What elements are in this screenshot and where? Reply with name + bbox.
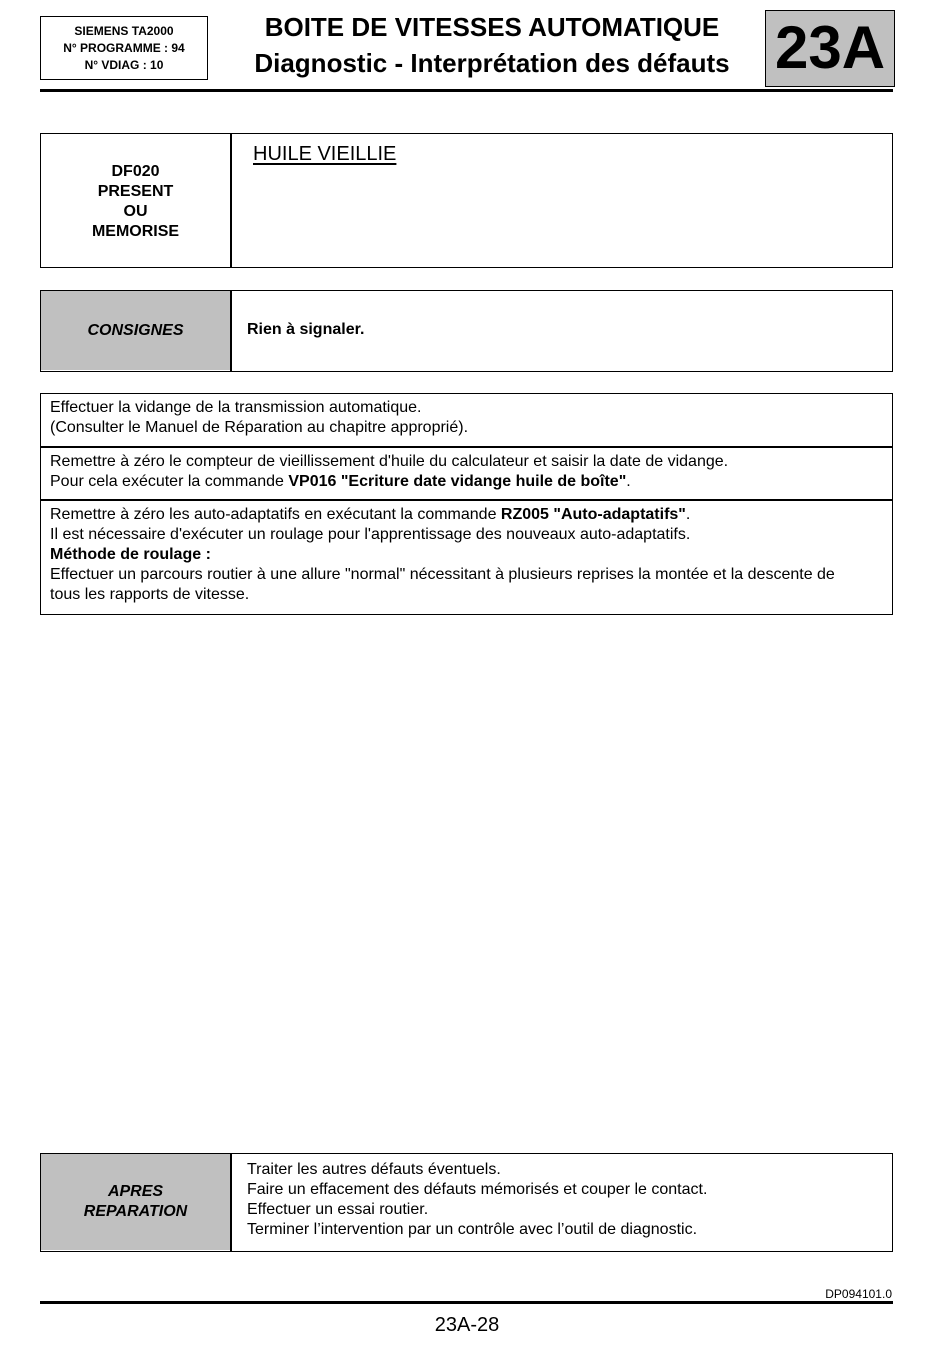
method-line-2: tous les rapports de vitesse. (50, 586, 250, 603)
after-repair-label-line-1: APRES (107, 1183, 164, 1200)
step-reset-adaptives (50, 505, 885, 605)
command-vp016: VP016 "Ecriture date vidange huile de boîte" (288, 473, 627, 490)
command-suffix: . (685, 506, 691, 523)
step-reset-counter-line-2 (50, 472, 885, 492)
ecu-info-box (40, 16, 208, 80)
fault-title: HUILE VIEILLIE (253, 143, 397, 165)
fault-code: DF020 (111, 162, 160, 180)
page-title (222, 10, 762, 80)
command-prefix: Remettre à zéro les auto-adaptatifs en exécutant la commande (50, 506, 501, 523)
after-repair-label-line-2: REPARATION (83, 1203, 188, 1220)
after-repair-line: Faire un effacement des défauts mémorisés et couper le contact. (247, 1181, 708, 1198)
document-code: DP094101.0 (825, 1287, 892, 1301)
after-repair-line: Terminer l’intervention par un contrôle avec l’outil de diagnostic. (247, 1221, 698, 1238)
step-reset-counter (50, 452, 885, 492)
ecu-name: SIEMENS TA2000 (74, 23, 174, 38)
command-prefix: Pour cela exécuter la commande (50, 473, 289, 490)
step-drain-line-2: (Consulter le Manuel de Réparation au chapitre approprié). (50, 419, 469, 436)
footer-rule (40, 1301, 893, 1304)
step-reset-adaptives-line-2: Il est nécessaire d'exécuter un roulage pour l'apprentissage des nouveaux auto-adaptatifs. (50, 526, 691, 543)
step-divider-2 (40, 499, 893, 501)
step-divider-1 (40, 446, 893, 448)
consignes-divider (230, 290, 232, 372)
fault-state-or: OU (123, 202, 148, 220)
step-reset-adaptives-line-1 (50, 505, 885, 525)
fault-status (40, 133, 231, 268)
fault-state-memorised: MEMORISE (91, 222, 180, 240)
program-number: N° PROGRAMME : 94 (63, 40, 185, 55)
step-drain-line-1: Effectuer la vidange de la transmission automatique. (50, 399, 422, 416)
after-repair-label (41, 1154, 230, 1250)
step-reset-counter-line-1: Remettre à zéro le compteur de vieillissement d'huile du calculateur et saisir la date de vidange. (50, 453, 729, 470)
section-badge: 23A (765, 10, 895, 87)
fault-state-present: PRESENT (97, 182, 174, 200)
consignes-label: CONSIGNES (41, 291, 230, 370)
after-repair-line: Effectuer un essai routier. (247, 1201, 429, 1218)
method-label (50, 545, 885, 565)
header-rule (40, 89, 893, 92)
after-repair-line: Traiter les autres défauts éventuels. (247, 1161, 501, 1178)
command-suffix: . (626, 473, 631, 490)
command-rz005: RZ005 "Auto-adaptatifs" (500, 506, 686, 523)
title-line-2: Diagnostic - Interprétation des défauts (254, 48, 730, 78)
page-number: 23A-28 (434, 1314, 500, 1336)
title-line-1: BOITE DE VITESSES AUTOMATIQUE (264, 12, 720, 42)
after-repair-instructions (247, 1160, 707, 1240)
method-label-text: Méthode de roulage : (50, 546, 211, 563)
after-repair-divider (230, 1153, 232, 1252)
step-drain (50, 398, 885, 438)
vdiag-number: N° VDIAG : 10 (84, 57, 164, 72)
consignes-text: Rien à signaler. (247, 321, 365, 338)
method-line-1: Effectuer un parcours routier à une allure "normal" nécessitant à plusieurs reprises la montée et la descente de (50, 566, 835, 583)
